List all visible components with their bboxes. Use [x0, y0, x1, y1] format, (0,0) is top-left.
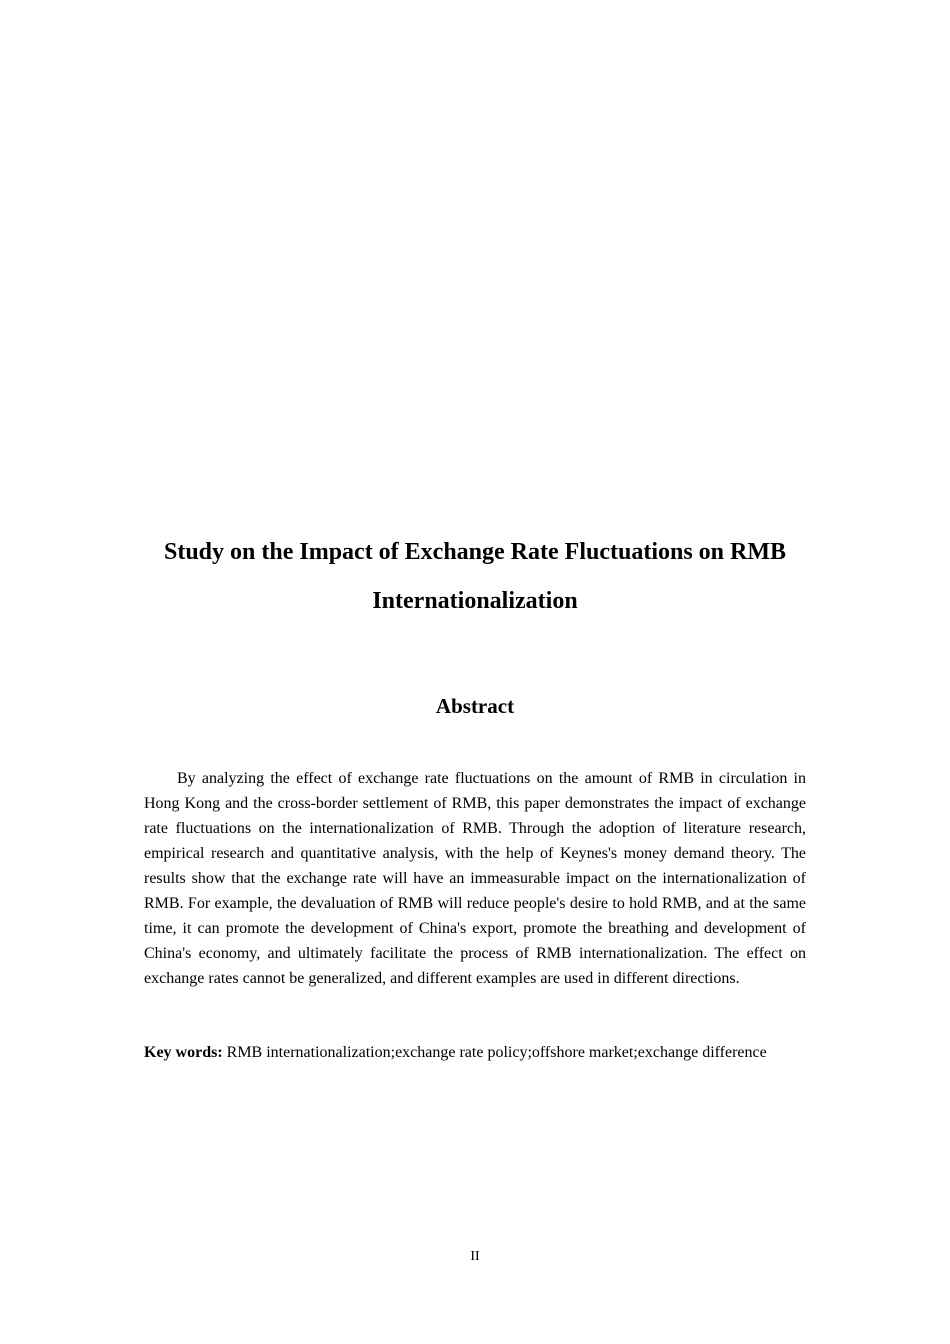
keywords-text: RMB internationalization;exchange rate policy;offshore market;exchange difference — [226, 1044, 767, 1061]
abstract-body: By analyzing the effect of exchange rate fluctuations on the amount of RMB in circulation in Hong Kong and the cross-border settlement of RMB, this paper demonstrates the impact of exchange rate fluctuations on the internationalization of RMB. Through the adoption of literature research, empirical research and quantitative analysis, with the help of Keynes's money demand theory. The results show that the exchange rate will have an immeasurable impact on the internationalization of RMB. For example, the devaluation of RMB will reduce people's desire to hold RMB, and at the same time, it can promote the development of China's export, promote the breathing and development of China's economy, and ultimately facilitate the process of RMB internationalization. The effect on exchange rates cannot be generalized, and different examples are used in different directions. — [144, 770, 806, 987]
abstract-heading: Abstract — [435, 694, 515, 718]
paper-title: Study on the Impact of Exchange Rate Fluctuations on RMB Internationalization — [163, 539, 787, 614]
page-number: II — [470, 1249, 480, 1264]
keywords-line — [144, 1040, 806, 1065]
keywords-label: Key words: — [144, 1044, 223, 1061]
